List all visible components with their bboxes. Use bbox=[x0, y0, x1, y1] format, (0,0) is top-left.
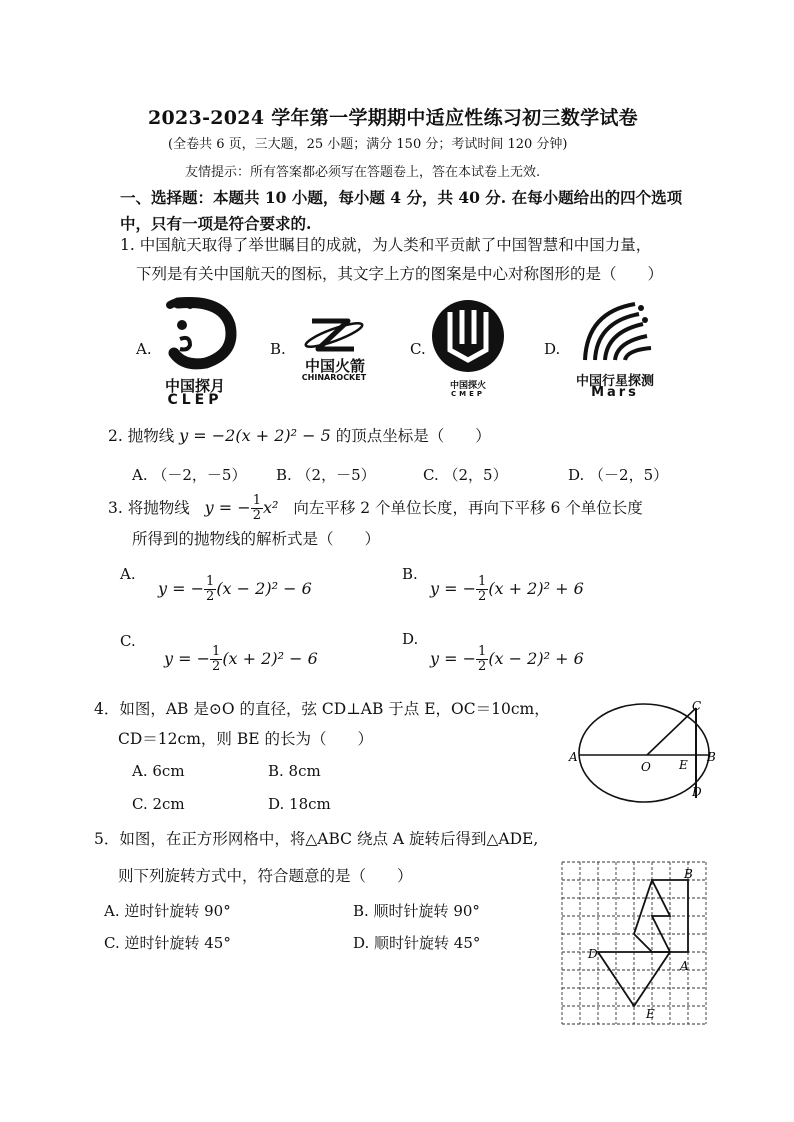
q3-frac-num: 1 bbox=[252, 493, 261, 508]
q5-label-a: A bbox=[680, 959, 689, 973]
q1-option-c-en: CMEP bbox=[450, 390, 485, 398]
q2-option-b: B. （2，－5） bbox=[276, 466, 376, 484]
q3-formula-lhs: y = − bbox=[204, 498, 251, 517]
q3-option-b-formula bbox=[430, 575, 584, 604]
q1-option-b-en: CHINAROCKET bbox=[301, 373, 367, 382]
q3-option-c-label: C. bbox=[120, 632, 136, 650]
q3-option-b-frac-den: 2 bbox=[478, 589, 487, 604]
q1-option-a-cn: 中国探月 bbox=[164, 377, 225, 395]
q1-option-a-label: A. bbox=[136, 340, 152, 358]
q5-line1: 5．如图，在正方形网格中，将△ABC 绕点 A 旋转后得到△ADE, bbox=[94, 830, 539, 848]
q4-option-c: C. 2cm bbox=[132, 795, 185, 813]
q4-line2: CD＝12cm，则 BE 的长为（ ） bbox=[118, 730, 373, 748]
q3-stem bbox=[108, 494, 643, 523]
mars-logo-icon bbox=[575, 298, 665, 368]
q3-option-a-frac-num: 1 bbox=[206, 574, 215, 589]
q1-line1: 1. 中国航天取得了举世瞩目的成就，为人类和平贡献了中国智慧和中国力量， bbox=[120, 236, 652, 254]
q3-option-b-rhs: (x + 2)² + 6 bbox=[488, 579, 584, 598]
q2-option-a: A. （－2，－5） bbox=[132, 466, 247, 484]
q3-option-c-frac-num: 1 bbox=[212, 644, 221, 659]
section-heading: 一、选择题：本题共 10 小题，每小题 4 分，共 40 分. 在每小题给出的四个选项中，只有一项是符合要求的. bbox=[120, 188, 683, 233]
q5-label-d: D bbox=[588, 947, 598, 961]
china-rocket-logo-icon bbox=[300, 315, 370, 355]
exam-subtitle: (全卷共 6 页，三大题，25 小题；满分 150 分；考试时间 120 分钟) bbox=[168, 137, 568, 152]
clep-logo-icon bbox=[160, 295, 240, 375]
q3-fraction bbox=[251, 494, 263, 523]
q3-option-a-frac-den: 2 bbox=[206, 589, 215, 604]
q4-label-e: E bbox=[679, 758, 688, 772]
exam-notice: 友情提示：所有答案都必须写在答题卷上，答在本试卷上无效. bbox=[185, 165, 541, 180]
q3-option-b-frac-num: 1 bbox=[478, 574, 487, 589]
q3-option-c-fraction bbox=[210, 645, 222, 674]
q4-label-b: B bbox=[707, 750, 716, 764]
q3-formula bbox=[204, 493, 279, 523]
q4-circle-figure bbox=[565, 695, 725, 805]
q5-line2: 则下列旋转方式中，符合题意的是（ ） bbox=[118, 867, 413, 885]
q4-label-o: O bbox=[641, 760, 651, 774]
q3-option-a-lhs: y = − bbox=[158, 579, 205, 598]
q3-option-c-rhs: (x + 2)² − 6 bbox=[222, 649, 318, 668]
q1-option-b-label: B. bbox=[270, 340, 286, 358]
q5-grid-lines bbox=[562, 862, 706, 1024]
q3-option-b-fraction bbox=[476, 575, 488, 604]
q3-option-d-formula bbox=[430, 645, 584, 674]
q5-grid-figure bbox=[560, 860, 720, 1026]
q3-option-d-lhs: y = − bbox=[430, 649, 477, 668]
q5-option-a: A. 逆时针旋转 90° bbox=[104, 902, 231, 920]
q3-option-d-frac-den: 2 bbox=[478, 659, 487, 674]
q4-radius-oc bbox=[647, 708, 696, 755]
q1-option-d-en: Mars bbox=[591, 385, 639, 400]
q4-option-a: A. 6cm bbox=[132, 762, 185, 780]
q3-option-a-fraction bbox=[204, 575, 216, 604]
q2-stem bbox=[108, 424, 491, 446]
q3-option-d-label: D. bbox=[402, 630, 419, 648]
q1-line2: 下列是有关中国航天的图标，其文字上方的图案是中心对称图形的是（ ） bbox=[136, 265, 664, 283]
q3-option-d-frac-num: 1 bbox=[478, 644, 487, 659]
q2-option-d: D. （－2，5） bbox=[568, 466, 669, 484]
q2-stem-prefix: 2. 抛物线 bbox=[108, 427, 175, 445]
q1-option-c-cn: 中国探火 bbox=[449, 381, 486, 391]
q3-option-a-label: A. bbox=[120, 565, 136, 583]
q1-option-c-label: C. bbox=[410, 340, 426, 358]
q5-option-c: C. 逆时针旋转 45° bbox=[104, 934, 231, 952]
q3-frac-den: 2 bbox=[252, 508, 261, 523]
q2-stem-suffix: 的顶点坐标是（ ） bbox=[335, 427, 491, 445]
q3-line2: 所得到的抛物线的解析式是（ ） bbox=[132, 530, 381, 548]
q3-option-b-label: B. bbox=[402, 565, 418, 583]
q5-option-b: B. 顺时针旋转 90° bbox=[353, 902, 480, 920]
q3-option-d-fraction bbox=[476, 645, 488, 674]
q3-option-a-formula bbox=[158, 575, 312, 604]
q4-line1: 4．如图，AB 是⊙O 的直径，弦 CD⊥AB 于点 E，OC＝10cm， bbox=[94, 700, 550, 718]
q1-option-b-cn: 中国火箭 bbox=[304, 357, 365, 375]
q2-option-c: C. （2，5） bbox=[423, 466, 508, 484]
q1-option-d-label: D. bbox=[544, 340, 561, 358]
q3-option-c-formula bbox=[164, 645, 318, 674]
q4-option-d: D. 18cm bbox=[268, 795, 331, 813]
q2-formula: y = −2(x + 2)² − 5 bbox=[179, 426, 331, 445]
q5-option-d: D. 顺时针旋转 45° bbox=[353, 934, 481, 952]
q3-option-b-lhs: y = − bbox=[430, 579, 477, 598]
cmep-logo-icon bbox=[428, 298, 508, 378]
q4-circle bbox=[579, 704, 709, 802]
q4-label-a: A bbox=[569, 750, 578, 764]
q3-option-c-frac-den: 2 bbox=[212, 659, 221, 674]
q3-formula-rhs: x² bbox=[262, 498, 279, 517]
q4-label-c: C bbox=[692, 699, 702, 713]
q1-option-a-en: CLEP bbox=[167, 392, 223, 408]
q3-option-a-rhs: (x − 2)² − 6 bbox=[216, 579, 312, 598]
q3-option-c-lhs: y = − bbox=[164, 649, 211, 668]
q1-option-d-cn: 中国行星探测 bbox=[575, 374, 654, 389]
q3-stem-prefix: 3. 将抛物线 bbox=[108, 499, 190, 517]
q5-label-e: E bbox=[646, 1007, 655, 1021]
q4-label-d: D bbox=[692, 785, 702, 799]
q5-label-b: B bbox=[684, 867, 693, 881]
q3-stem-suffix: 向左平移 2 个单位长度，再向下平移 6 个单位长度 bbox=[293, 499, 643, 517]
q4-option-b: B. 8cm bbox=[268, 762, 321, 780]
exam-title: 2023-2024 学年第一学期期中适应性练习初三数学试卷 bbox=[148, 107, 638, 129]
q3-option-d-rhs: (x − 2)² + 6 bbox=[488, 649, 584, 668]
